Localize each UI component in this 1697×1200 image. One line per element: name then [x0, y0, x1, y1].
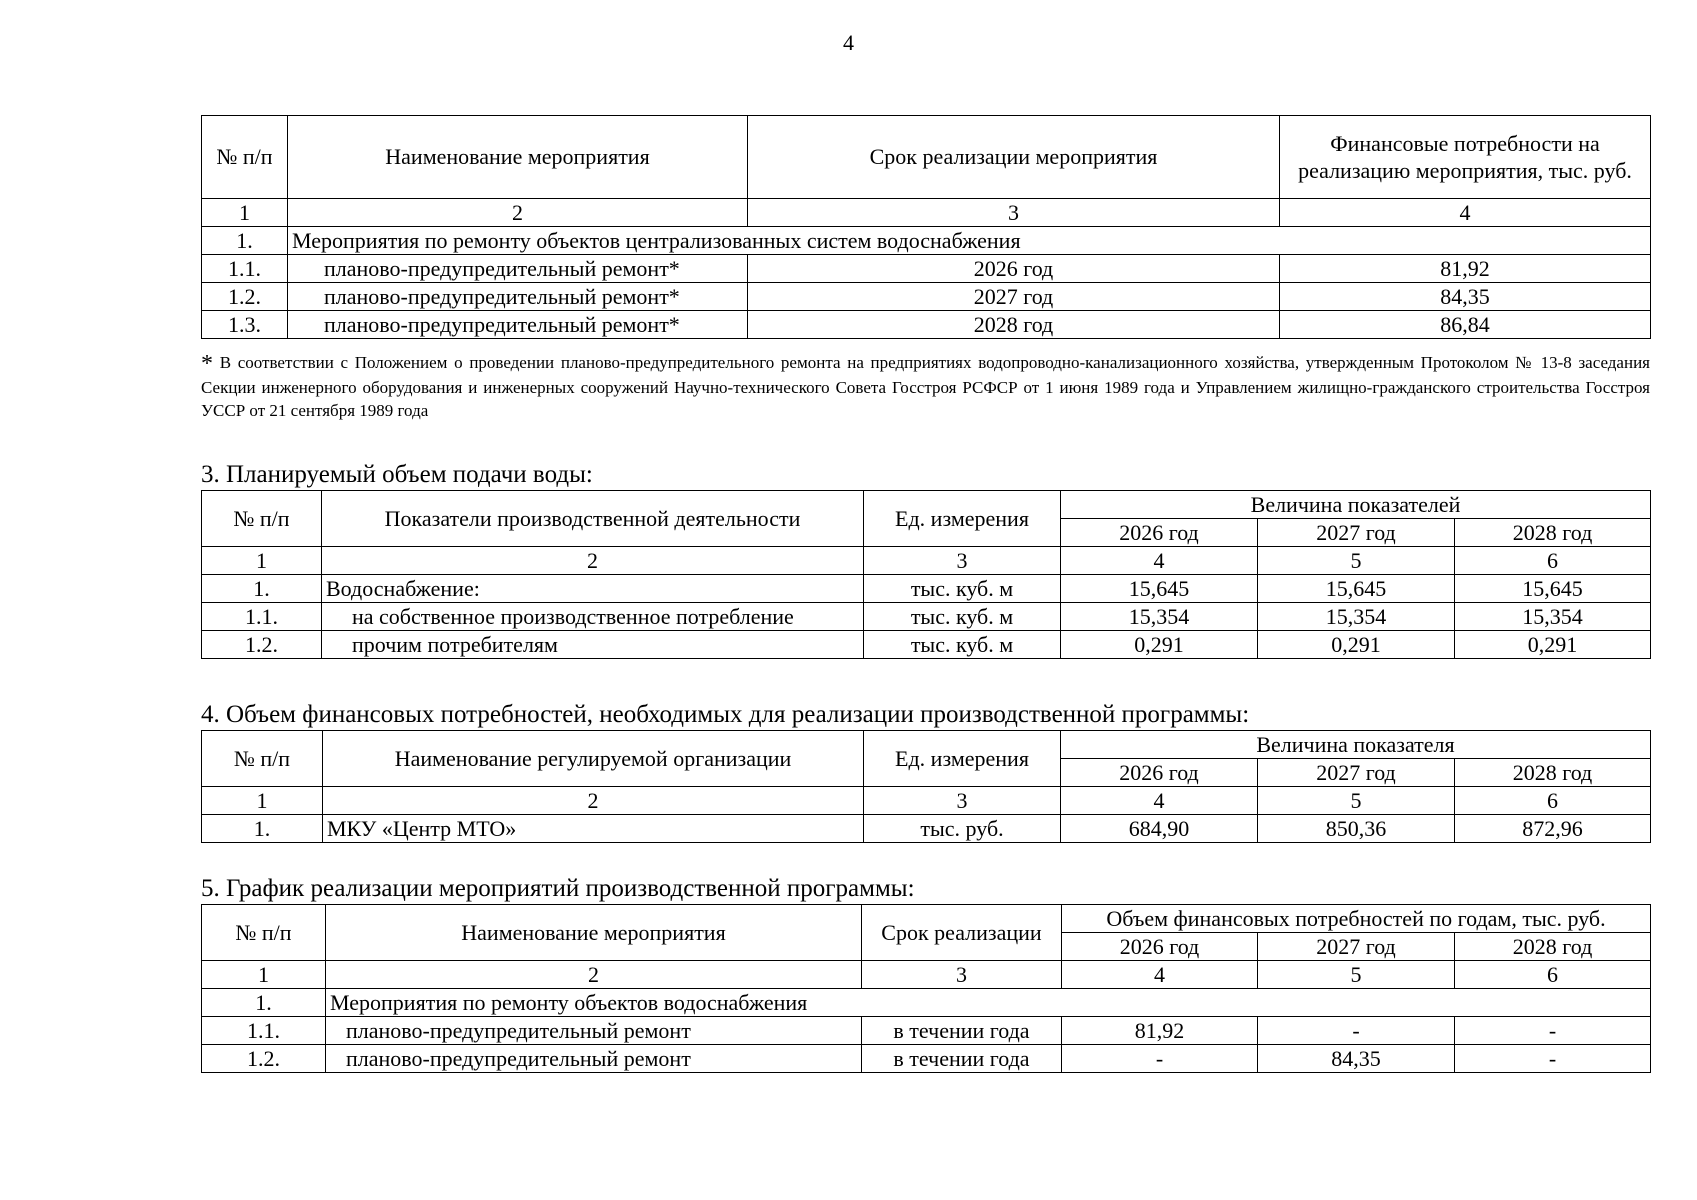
col-number: 5 [1258, 547, 1455, 575]
column-number-row [202, 787, 1651, 815]
header-amount: Финансовые потребности на реализацию мероприятия, тыс. руб. [1280, 116, 1651, 199]
row-value: 15,645 [1258, 575, 1455, 603]
col-number: 4 [1280, 199, 1651, 227]
header-year: 2027 год [1258, 933, 1455, 961]
row-num: 1.2. [202, 1045, 326, 1073]
row-value: 84,35 [1258, 1045, 1455, 1073]
row-name: планово-предупредительный ремонт [326, 1045, 862, 1073]
table-row [202, 603, 1651, 631]
header-year: 2026 год [1061, 759, 1258, 787]
row-name: на собственное производственное потребление [322, 603, 864, 631]
header-unit: Ед. измерения [864, 491, 1061, 547]
col-number: 2 [323, 787, 864, 815]
row-value: - [1062, 1045, 1258, 1073]
col-number: 5 [1258, 787, 1455, 815]
table-row [202, 631, 1651, 659]
header-value-group: Величина показателей [1061, 491, 1651, 519]
col-number: 5 [1258, 961, 1455, 989]
section5-title: 5. График реализации мероприятий производственной программы: [201, 875, 915, 902]
row-name: планово-предупредительный ремонт* [288, 255, 748, 283]
column-number-row [202, 961, 1651, 989]
header-year: 2027 год [1258, 759, 1455, 787]
section-name: Мероприятия по ремонту объектов централизованных систем водоснабжения [288, 227, 1651, 255]
row-value: 684,90 [1061, 815, 1258, 843]
col-number: 2 [322, 547, 864, 575]
finance-table-block [201, 730, 1650, 843]
column-number-row [202, 547, 1651, 575]
table-row [202, 575, 1651, 603]
row-value: - [1455, 1017, 1651, 1045]
row-num: 1. [202, 815, 323, 843]
table-row [202, 283, 1651, 311]
header-year: 2026 год [1062, 933, 1258, 961]
header-value-group: Величина показателя [1061, 731, 1651, 759]
row-num: 1.2. [202, 631, 322, 659]
row-name: планово-предупредительный ремонт [326, 1017, 862, 1045]
row-term: в течении года [862, 1045, 1062, 1073]
row-amount: 84,35 [1280, 283, 1651, 311]
row-value: 850,36 [1258, 815, 1455, 843]
row-num: 1.2. [202, 283, 288, 311]
header-year: 2028 год [1455, 759, 1651, 787]
col-number: 4 [1061, 787, 1258, 815]
measures-table [201, 115, 1651, 339]
header-name: Наименование мероприятия [288, 116, 748, 199]
header-org: Наименование регулируемой организации [323, 731, 864, 787]
row-name: планово-предупредительный ремонт* [288, 283, 748, 311]
row-num: 1. [202, 575, 322, 603]
row-unit: тыс. куб. м [864, 631, 1061, 659]
header-year: 2028 год [1455, 933, 1651, 961]
table-row [202, 311, 1651, 339]
table-header-row [202, 731, 1651, 759]
header-term: Срок реализации [862, 905, 1062, 961]
col-number: 3 [864, 787, 1061, 815]
header-num: № п/п [202, 905, 326, 961]
header-num: № п/п [202, 731, 323, 787]
row-name: МКУ «Центр МТО» [323, 815, 864, 843]
table-header-row [202, 491, 1651, 519]
table-row [202, 1017, 1651, 1045]
header-indicator: Показатели производственной деятельности [322, 491, 864, 547]
header-year: 2027 год [1258, 519, 1455, 547]
row-name: планово-предупредительный ремонт* [288, 311, 748, 339]
col-number: 6 [1455, 787, 1651, 815]
row-value: 15,354 [1061, 603, 1258, 631]
header-year: 2026 год [1061, 519, 1258, 547]
row-value: 15,645 [1455, 575, 1651, 603]
row-amount: 81,92 [1280, 255, 1651, 283]
row-value: 872,96 [1455, 815, 1651, 843]
row-value: - [1455, 1045, 1651, 1073]
col-number: 3 [864, 547, 1061, 575]
col-number: 1 [202, 787, 323, 815]
row-value: 15,354 [1258, 603, 1455, 631]
section-num: 1. [202, 989, 326, 1017]
col-number: 3 [862, 961, 1062, 989]
row-value: 0,291 [1061, 631, 1258, 659]
row-num: 1.3. [202, 311, 288, 339]
footnote-star: * [201, 351, 213, 377]
col-number: 4 [1061, 547, 1258, 575]
col-number: 2 [326, 961, 862, 989]
schedule-table [201, 904, 1651, 1073]
header-unit: Ед. измерения [864, 731, 1061, 787]
row-value: 0,291 [1258, 631, 1455, 659]
row-value: 81,92 [1062, 1017, 1258, 1045]
col-number: 2 [288, 199, 748, 227]
section-num: 1. [202, 227, 288, 255]
table-header-row [202, 116, 1651, 199]
water-supply-table [201, 490, 1651, 659]
row-amount: 86,84 [1280, 311, 1651, 339]
row-num: 1.1. [202, 603, 322, 631]
page-number: 4 [843, 30, 854, 55]
col-number: 1 [202, 961, 326, 989]
col-number: 6 [1455, 547, 1651, 575]
col-number: 1 [202, 199, 288, 227]
row-term: в течении года [862, 1017, 1062, 1045]
row-value: 15,645 [1061, 575, 1258, 603]
row-term: 2027 год [748, 283, 1280, 311]
footnote [201, 351, 1650, 422]
row-unit: тыс. руб. [864, 815, 1061, 843]
row-term: 2028 год [748, 311, 1280, 339]
column-number-row [202, 199, 1651, 227]
row-value: - [1258, 1017, 1455, 1045]
header-num: № п/п [202, 491, 322, 547]
col-number: 4 [1062, 961, 1258, 989]
footnote-text: В соответствии с Положением о проведении планово-предупредительного ремонта на предприятиях водопроводно-канализационного хозяйства, утвержденным Протоколом № 13-8 заседания Секции инженерного оборудования и инженерных сооружений Научно-технического Совета Госстроя РСФСР от 1 июня 1989 года и Управлением жилищно-гражданского строительства Госстроя УССР от 21 сентября 1989 года [201, 353, 1650, 420]
col-number: 6 [1455, 961, 1651, 989]
row-name: прочим потребителям [322, 631, 864, 659]
table-row [202, 255, 1651, 283]
schedule-table-block [201, 904, 1650, 1073]
col-number: 1 [202, 547, 322, 575]
table-row [202, 815, 1651, 843]
section4-title: 4. Объем финансовых потребностей, необходимых для реализации производственной программы: [201, 701, 1250, 728]
table-header-row [202, 905, 1651, 933]
header-num: № п/п [202, 116, 288, 199]
col-number: 3 [748, 199, 1280, 227]
row-num: 1.1. [202, 255, 288, 283]
header-name: Наименование мероприятия [326, 905, 862, 961]
finance-table [201, 730, 1651, 843]
row-num: 1.1. [202, 1017, 326, 1045]
section-row [202, 227, 1651, 255]
row-unit: тыс. куб. м [864, 603, 1061, 631]
row-name: Водоснабжение: [322, 575, 864, 603]
measures-table-block [201, 115, 1650, 339]
row-unit: тыс. куб. м [864, 575, 1061, 603]
section-name: Мероприятия по ремонту объектов водоснабжения [326, 989, 1651, 1017]
row-term: 2026 год [748, 255, 1280, 283]
water-supply-table-block [201, 490, 1650, 659]
header-year: 2028 год [1455, 519, 1651, 547]
row-value: 0,291 [1455, 631, 1651, 659]
table-row [202, 1045, 1651, 1073]
row-value: 15,354 [1455, 603, 1651, 631]
header-value-group: Объем финансовых потребностей по годам, тыс. руб. [1062, 905, 1651, 933]
section-row [202, 989, 1651, 1017]
section3-title: 3. Планируемый объем подачи воды: [201, 461, 593, 488]
header-term: Срок реализации мероприятия [748, 116, 1280, 199]
